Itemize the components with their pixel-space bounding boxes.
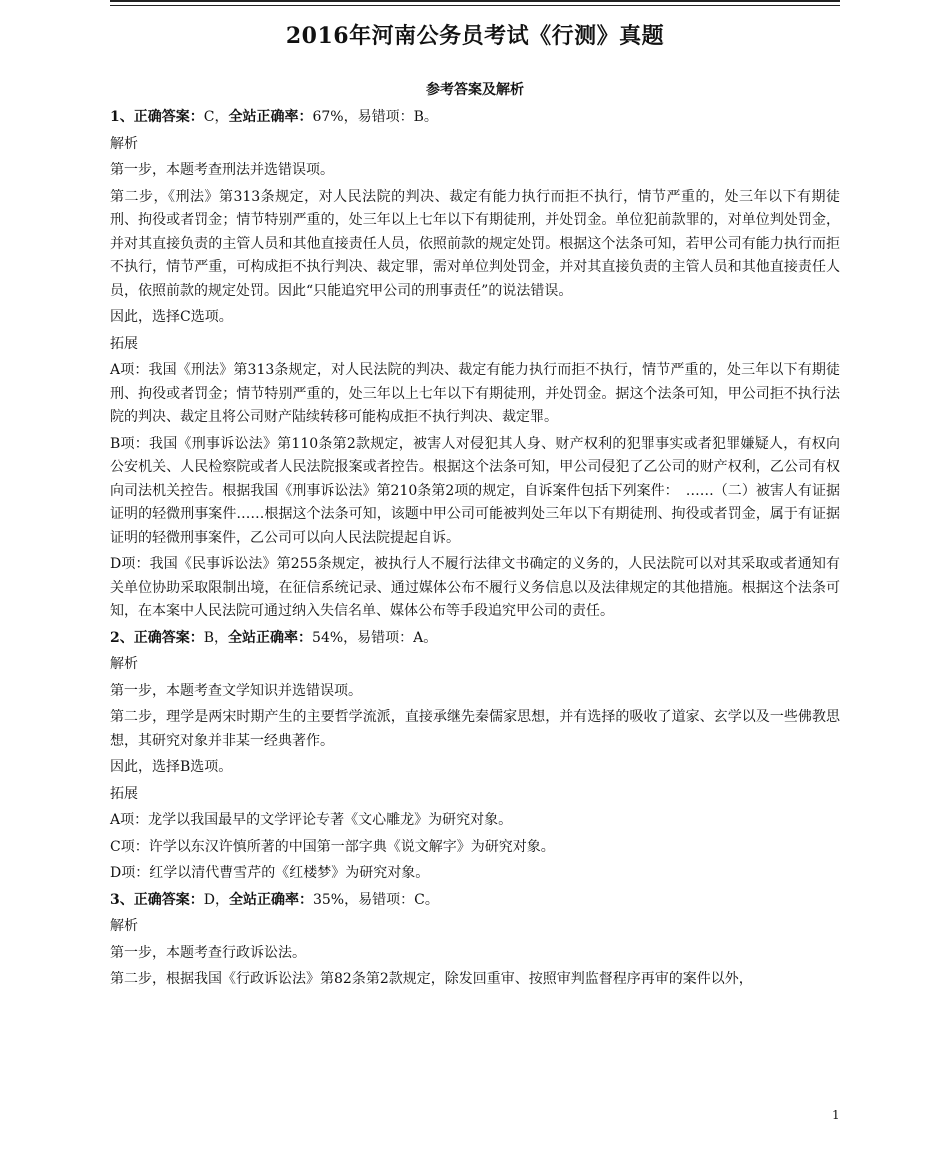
rate-label: 全站正确率：: [228, 629, 313, 646]
section-heading: 拓展: [110, 335, 138, 352]
answer-line: [110, 627, 840, 651]
section-heading: 解析: [110, 918, 138, 934]
paragraph: 第二步，《刑法》第313条规定，对人民法院的判决、裁定有能力执行而拒不执行，情节严重的，处三年以下有期徒刑、拘役或者罚金；情节特别严重的，处三年以上七年以下有期徒刑，并处罚金。单位犯前款罪的，对单位判处罚金，并对其直接负责的主管人员和其他直接责任人员，依照前款的规定处罚。根据这个法条可知，若甲公司有能力执行而拒不执行，情节严重，可构成拒不执行判决、裁定罪，需对单位判处罚金，并对其直接负责的主管人员和其他直接责任人员，依照前款的规定处罚。因此“只能追究甲公司的刑事责任”的说法错误。: [110, 188, 840, 299]
rate-value: 35%，易错项：C。: [312, 891, 439, 908]
document-title: 2016年河南公务员考试《行测》真题: [285, 23, 665, 49]
answer-line: [110, 106, 840, 130]
rate-label: 全站正确率：: [228, 109, 313, 125]
paragraph: 因此，选择B选项。: [110, 759, 233, 775]
paragraph: A项：我国《刑法》第313条规定，对人民法院的判决、裁定有能力执行而拒不执行，情节严重的，处三年以下有期徒刑、拘役或者罚金；情节特别严重的，处三年以上七年以下有期徒刑，并处罚金。据这个法条可知，甲公司拒不执行法院的判决、裁定且将公司财产陆续转移可能构成拒不执行判决、裁定罪。: [110, 362, 840, 425]
paragraph: 第二步，理学是两宋时期产生的主要哲学流派，直接承继先秦儒家思想，并有选择的吸收了道家、玄学以及一些佛教思想，其研究对象并非某一经典著作。: [110, 709, 840, 749]
answer-value: D，: [203, 891, 229, 908]
section-heading: 解析: [110, 656, 138, 672]
answer-label: 3、正确答案：: [110, 891, 204, 908]
paragraph: 第一步，本题考查文学知识并选错误项。: [110, 682, 362, 699]
rate-value: 54%，易错项：A。: [312, 629, 438, 646]
paragraph: B项：我国《刑事诉讼法》第110条第2款规定，被害人对侵犯其人身、财产权利的犯罪事实或者犯罪嫌疑人，有权向公安机关、人民检察院或者人民法院报案或者控告。根据这个法条可知，甲公司侵犯了乙公司的财产权利，乙公司有权向司法机关控告。根据我国《刑事诉讼法》第210条第2项的规定，自诉案件包括下列案件： ……（二）被害人有证据证明的轻微刑事案件……根据这个法条可知，该题中甲公司可能被判处三年以下有期徒刑、拘役或者罚金，属于有证据证明的轻微刑事案件，乙公司可以向人民法院提起自诉。: [110, 435, 840, 546]
answer-label: 2、正确答案：: [110, 629, 204, 646]
paragraph: 第二步，根据我国《行政诉讼法》第82条第2款规定，除发回重审、按照审判监督程序再审的案件以外，: [110, 971, 753, 987]
paragraph: C项：许学以东汉许慎所著的中国第一部字典《说文解字》为研究对象。: [110, 838, 555, 855]
answer-line: [110, 889, 840, 913]
section-heading: 拓展: [110, 785, 138, 802]
rate-value: 67%，易错项：B。: [312, 109, 438, 125]
paragraph: A项：龙学以我国最早的文学评论专著《文心雕龙》为研究对象。: [110, 812, 513, 828]
rate-label: 全站正确率：: [228, 891, 313, 908]
paragraph: D项：红学以清代曹雪芹的《红楼梦》为研究对象。: [110, 865, 430, 881]
answer-value: B，: [203, 629, 229, 646]
answer-label: 1、正确答案：: [110, 109, 204, 125]
document-page: [110, 0, 840, 995]
answer-value: C，: [203, 109, 229, 125]
section-heading: 解析: [110, 135, 138, 152]
paragraph: D项：我国《民事诉讼法》第255条规定，被执行人不履行法律文书确定的义务的，人民法院可以对其采取或者通知有关单位协助采取限制出境，在征信系统记录、通过媒体公布不履行义务信息以及法律规定的其他措施。根据这个法条可知，在本案中人民法院可通过纳入失信名单、媒体公布等手段追究甲公司的责任。: [110, 556, 840, 619]
page-number: 1: [832, 1108, 840, 1122]
paragraph: 第一步，本题考查行政诉讼法。: [110, 944, 306, 961]
paragraph: 因此，选择C选项。: [110, 309, 233, 325]
answers-heading: 参考答案及解析: [426, 82, 524, 98]
paragraph: 第一步，本题考查刑法并选错误项。: [110, 162, 334, 178]
